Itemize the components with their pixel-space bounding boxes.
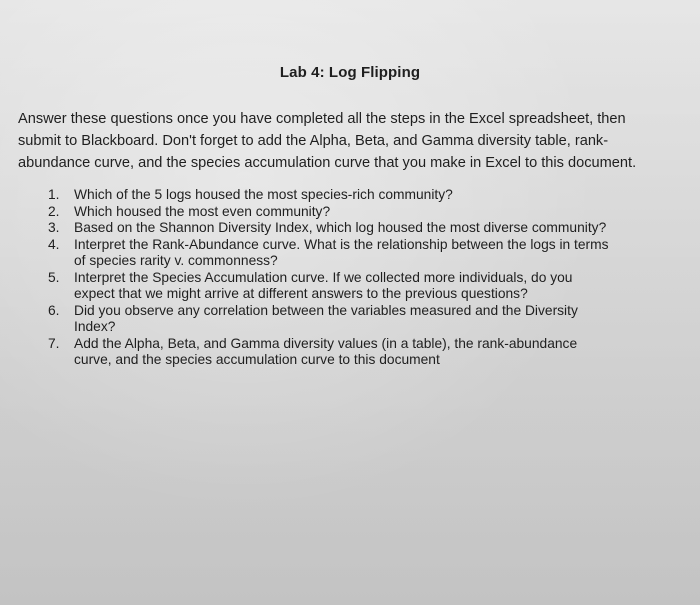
- question-item: [48, 270, 688, 303]
- question-number: 2.: [48, 203, 60, 219]
- question-item: [48, 220, 688, 237]
- question-item: [48, 204, 688, 221]
- question-line: Which of the 5 logs housed the most species-rich community?: [74, 187, 453, 202]
- question-item: [48, 336, 688, 369]
- question-text: [74, 270, 688, 303]
- question-line: expect that we might arrive at different answers to the previous questions?: [74, 286, 528, 301]
- question-line: Index?: [74, 319, 116, 334]
- question-item: [48, 187, 688, 204]
- question-number: 3.: [48, 220, 60, 235]
- question-text: [74, 303, 688, 336]
- question-text: [74, 237, 688, 270]
- question-line: Interpret the Rank-Abundance curve. What is the relationship between the logs in terms: [74, 236, 609, 252]
- question-text: [74, 220, 688, 237]
- question-item: [48, 237, 688, 270]
- question-text: [74, 204, 688, 221]
- page-title: Lab 4: Log Flipping: [279, 64, 421, 81]
- question-line: Based on the Shannon Diversity Index, which log housed the most diverse community?: [74, 220, 607, 235]
- intro-line: submit to Blackboard. Don't forget to add the Alpha, Beta, and Gamma diversity table, rank-: [18, 133, 609, 149]
- question-item: [48, 303, 688, 336]
- question-line: Add the Alpha, Beta, and Gamma diversity values (in a table), the rank-abundance: [74, 335, 578, 351]
- intro-line: Answer these questions once you have completed all the steps in the Excel spreadsheet, then: [18, 111, 626, 127]
- question-line: curve, and the species accumulation curve to this document: [74, 352, 440, 367]
- question-line: Did you observe any correlation between the variables measured and the Diversity: [74, 302, 578, 318]
- question-number: 4.: [48, 236, 60, 252]
- question-number: 6.: [48, 302, 60, 318]
- question-text: [74, 336, 688, 369]
- question-number: 5.: [48, 269, 60, 285]
- question-text: [74, 187, 688, 204]
- question-line: Which housed the most even community?: [74, 203, 331, 219]
- question-line: Interpret the Species Accumulation curve. If we collected more individuals, do you: [74, 269, 573, 285]
- question-number: 7.: [48, 335, 60, 351]
- question-list: [48, 187, 688, 369]
- intro-line: abundance curve, and the species accumulation curve that you make in Excel to this document.: [18, 155, 637, 171]
- intro-paragraph: [18, 108, 688, 174]
- question-line: of species rarity v. commonness?: [74, 253, 278, 268]
- question-number: 1.: [48, 187, 60, 202]
